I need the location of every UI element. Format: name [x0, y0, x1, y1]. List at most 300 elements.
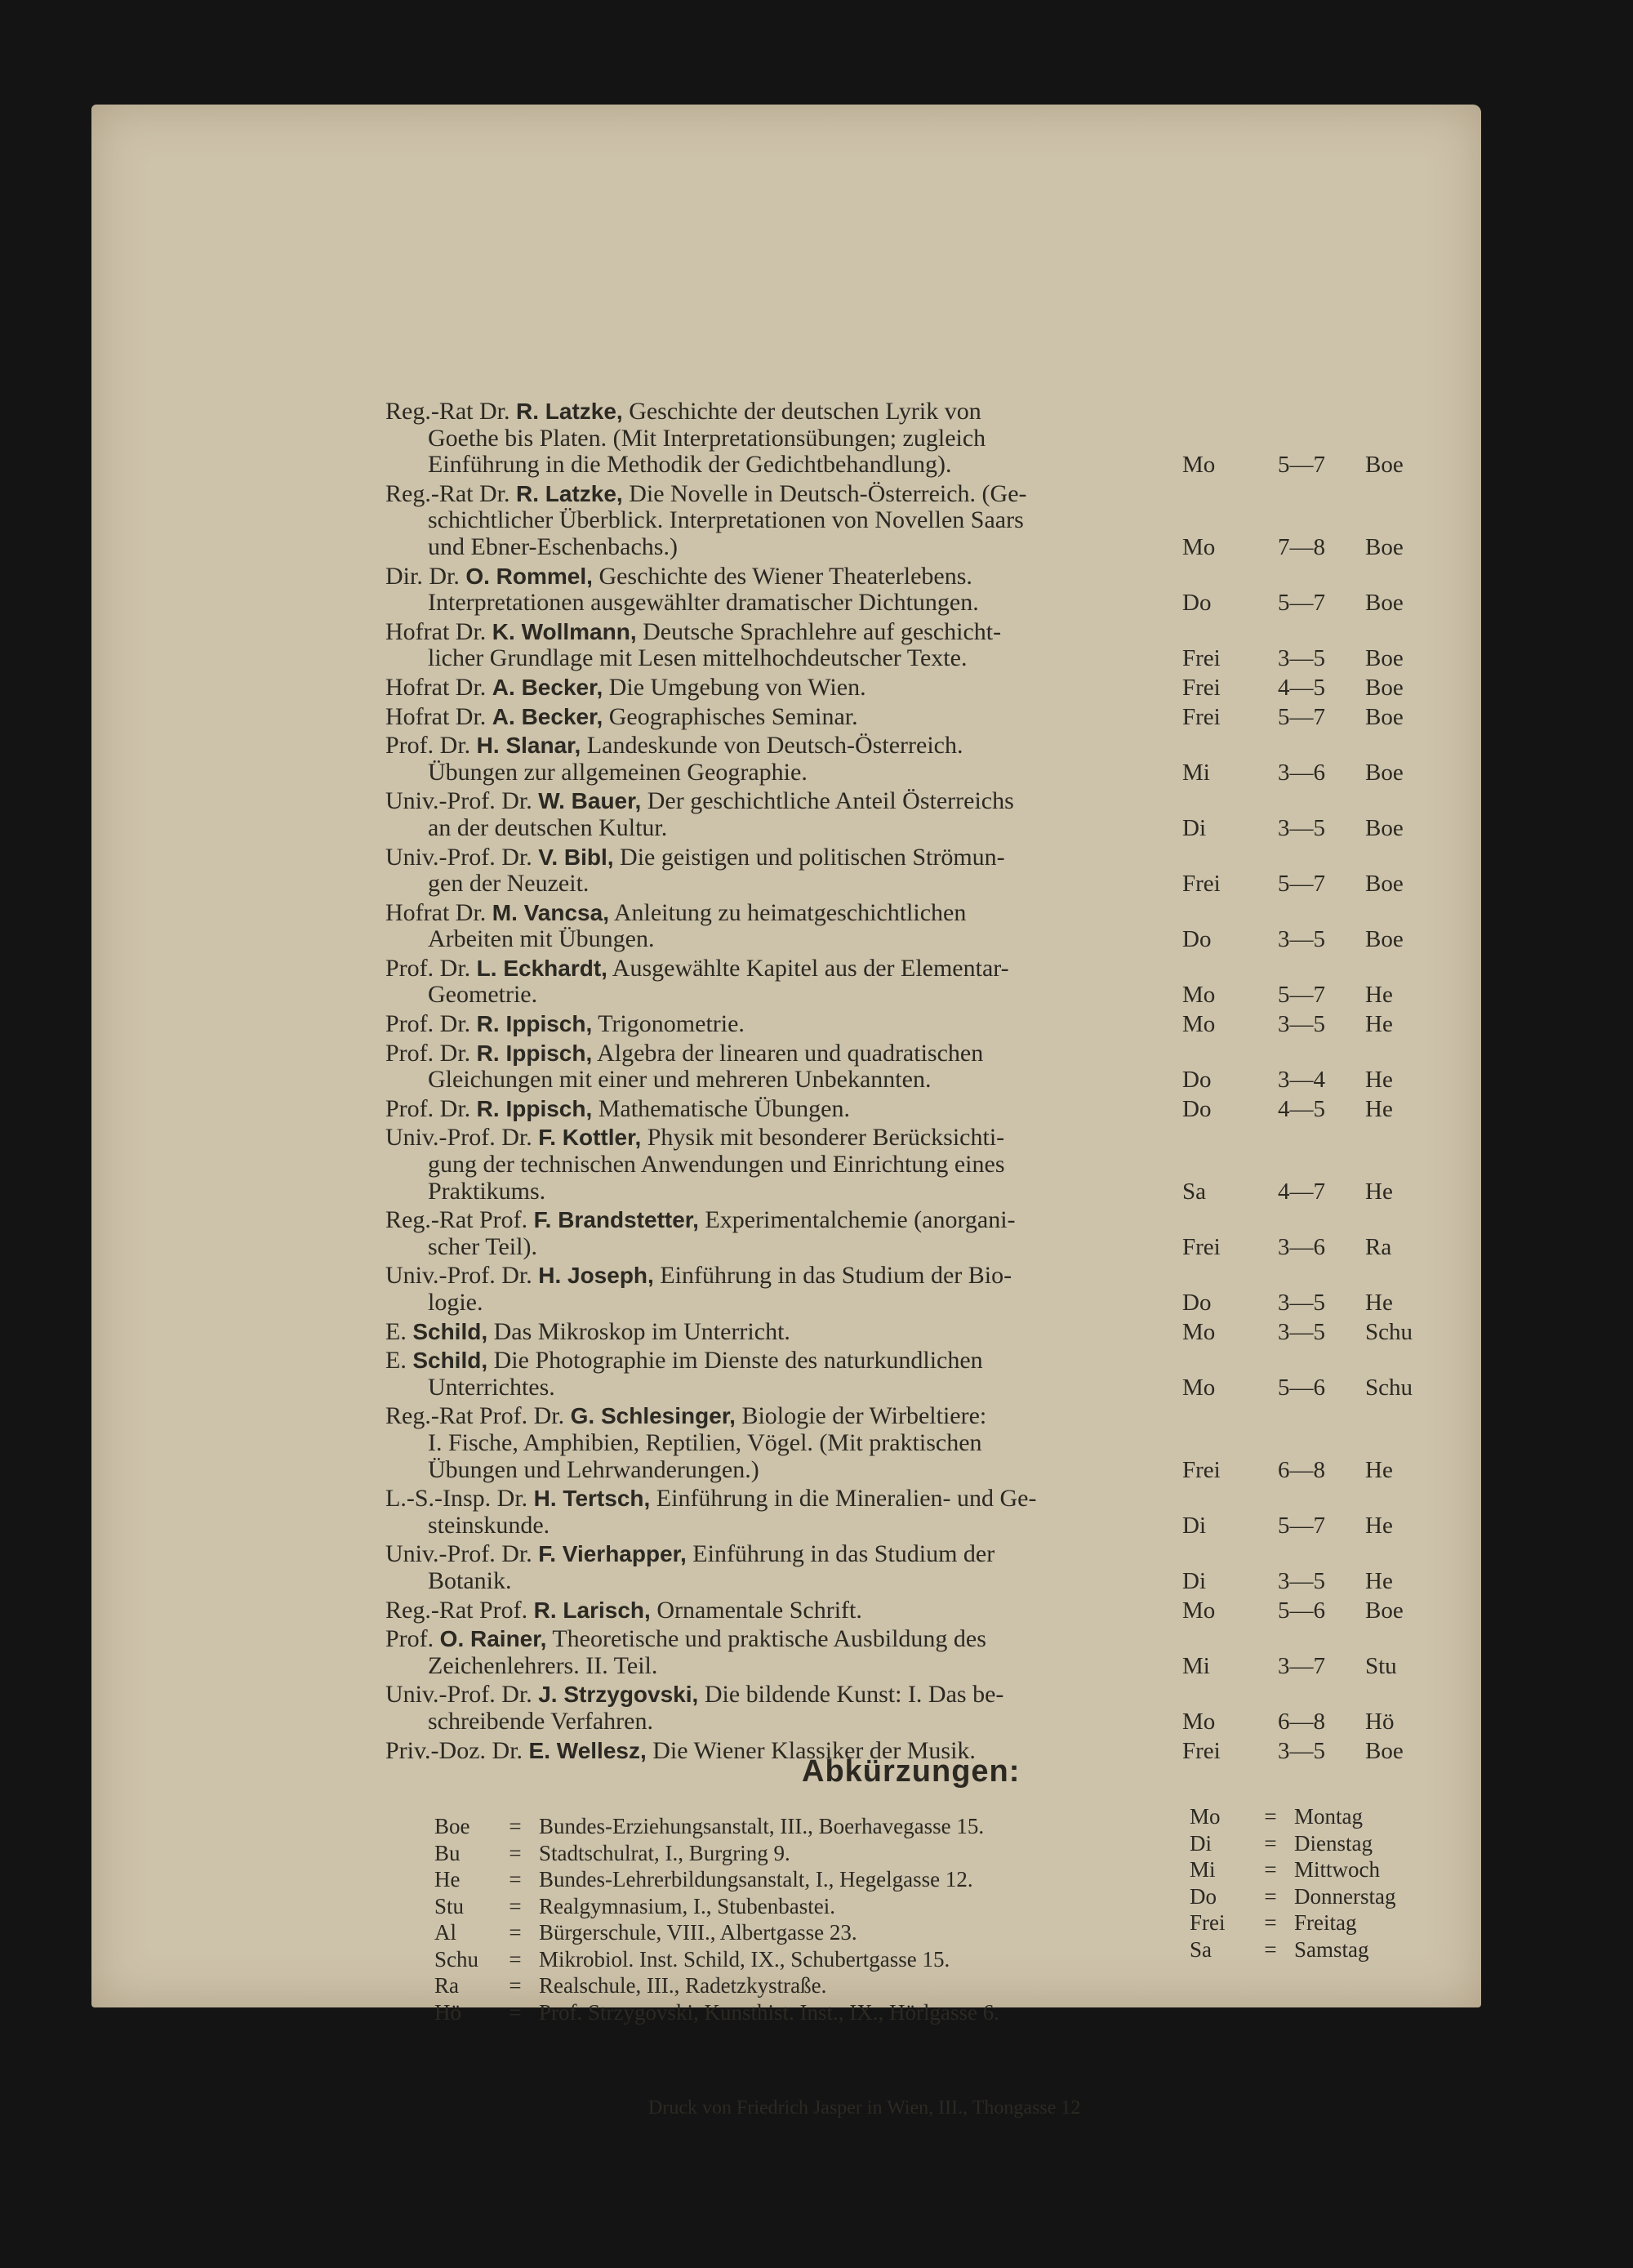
course-day: Do	[1182, 1290, 1212, 1316]
day-abbreviations	[1190, 1803, 1395, 1963]
abbreviation-code: Mo	[1190, 1804, 1221, 1829]
course-text	[385, 956, 1174, 1009]
lecturer-name: J. Strzygovski,	[538, 1682, 699, 1708]
course-title-continued: licher Grundlage mit Lesen mittelhochdeutscher Texte.	[428, 644, 968, 672]
lecturer-name: R. Ippisch,	[476, 1095, 593, 1121]
lecturer-title: Prof. Dr.	[385, 1094, 477, 1122]
course-day: Do	[1182, 1095, 1212, 1122]
lecturer-name: R. Latzke,	[515, 480, 623, 506]
course-text	[385, 619, 1174, 672]
abbreviation-meaning: Prof. Strzygovski, Kunsthist. Inst., IX., Hörlgasse 6.	[539, 1999, 999, 2025]
course-day: Frei	[1182, 645, 1221, 672]
lecturer-title: L.-S.-Insp. Dr.	[385, 1485, 534, 1513]
lecturer-name: R. Latzke,	[515, 399, 623, 424]
course-text	[385, 1348, 1174, 1401]
lecturer-name: A. Becker,	[492, 674, 603, 700]
course-time: 3—6	[1278, 1233, 1325, 1260]
course-entry	[385, 1626, 1447, 1679]
course-entry	[385, 675, 1447, 702]
lecturer-title: Univ.-Prof. Dr.	[385, 843, 539, 871]
course-time: 4—7	[1278, 1178, 1325, 1205]
course-title-continued: gung der technischen Anwendungen und Einrichtung eines	[428, 1151, 1005, 1179]
course-entry	[385, 733, 1447, 786]
lecturer-name: O. Rainer,	[439, 1626, 547, 1652]
course-day: Di	[1182, 1512, 1206, 1539]
course-text	[385, 1319, 1174, 1346]
course-place: Hö	[1365, 1708, 1395, 1735]
lecturer-name: F. Vierhapper,	[538, 1541, 687, 1567]
course-text	[385, 844, 1174, 898]
course-time: 5—7	[1278, 1512, 1325, 1539]
lecturer-name: V. Bibl,	[538, 844, 614, 870]
course-day: Do	[1182, 590, 1212, 617]
lecturer-name: H. Slanar,	[476, 733, 581, 759]
course-time: 3—5	[1278, 1567, 1325, 1594]
course-title: Geographisches Seminar.	[603, 702, 858, 730]
abbreviation-row	[434, 1893, 999, 1920]
abbreviation-row	[1190, 1883, 1395, 1910]
abbreviation-row	[434, 1813, 999, 1840]
course-time: 6—8	[1278, 1456, 1325, 1483]
lecturer-name: L. Eckhardt,	[476, 955, 607, 981]
course-time: 4—5	[1278, 674, 1325, 701]
course-place: He	[1365, 1067, 1393, 1094]
course-schedule	[1174, 1096, 1447, 1123]
course-place: He	[1365, 982, 1393, 1009]
lecturer-name: G. Schlesinger,	[570, 1403, 736, 1429]
course-time: 3—5	[1278, 1737, 1325, 1764]
abbreviation-meaning: Stadtschulrat, I., Burgring 9.	[539, 1840, 790, 1865]
course-place: Boe	[1365, 1597, 1404, 1624]
course-text	[385, 1486, 1174, 1539]
course-day: Mo	[1182, 452, 1216, 479]
abbreviation-row	[1190, 1830, 1395, 1857]
course-day: Frei	[1182, 1737, 1221, 1764]
abbreviation-meaning: Donnerstag	[1294, 1883, 1396, 1909]
course-place: Boe	[1365, 926, 1404, 953]
course-schedule	[1174, 1653, 1447, 1680]
course-schedule	[1174, 1457, 1447, 1484]
course-place: Boe	[1365, 674, 1404, 701]
course-text	[385, 704, 1174, 731]
course-title: Die geistigen und politischen Strömun-	[613, 843, 1005, 871]
course-day: Do	[1182, 1067, 1212, 1094]
lecturer-title: Reg.-Rat Dr.	[385, 398, 516, 425]
abbreviation-meaning: Dienstag	[1294, 1830, 1373, 1856]
course-day: Mi	[1182, 759, 1210, 786]
course-title-continued: steinskunde.	[428, 1511, 550, 1539]
course-title: Physik mit besonderer Berücksichti-	[641, 1124, 1005, 1152]
course-schedule	[1174, 452, 1447, 479]
course-title: Experimentalchemie (anorgani-	[698, 1206, 1016, 1234]
course-title: Einführung in das Studium der	[686, 1540, 995, 1568]
equals-sign: =	[509, 1893, 522, 1918]
course-title: Die Novelle in Deutsch-Österreich. (Ge-	[622, 479, 1027, 507]
abbreviation-row	[434, 1840, 999, 1867]
course-entry	[385, 956, 1447, 1009]
abbreviation-code: Do	[1190, 1883, 1217, 1909]
course-schedule	[1174, 1290, 1447, 1317]
course-schedule	[1174, 675, 1447, 702]
equals-sign: =	[509, 1999, 522, 2025]
course-schedule	[1174, 982, 1447, 1009]
course-schedule	[1174, 1179, 1447, 1205]
course-entry	[385, 1486, 1447, 1539]
abbreviation-row	[434, 1972, 999, 1999]
course-title: Geschichte der deutschen Lyrik von	[622, 398, 981, 425]
abbreviation-code: Ra	[434, 1973, 459, 1998]
course-title-continued: Unterrichtes.	[428, 1373, 555, 1401]
course-schedule	[1174, 1011, 1447, 1038]
course-title-continued: Gleichungen mit einer und mehreren Unbekannten.	[428, 1066, 932, 1094]
equals-sign: =	[1264, 1830, 1277, 1856]
course-entry	[385, 844, 1447, 898]
lecturer-name: Schild,	[412, 1318, 488, 1344]
course-title-continued: I. Fische, Amphibien, Reptilien, Vögel. (Mit praktischen	[428, 1428, 982, 1456]
abbreviation-row	[434, 1866, 999, 1893]
course-entry	[385, 619, 1447, 672]
course-title: Das Mikroskop im Unterricht.	[487, 1317, 790, 1345]
course-title: Die bildende Kunst: I. Das be-	[698, 1681, 1004, 1709]
course-text	[385, 733, 1174, 786]
course-text	[385, 1207, 1174, 1260]
abbreviation-code: Schu	[434, 1946, 478, 1972]
lecturer-name: R. Ippisch,	[476, 1040, 593, 1066]
course-title: Geschichte des Wiener Theaterlebens.	[592, 562, 972, 590]
course-place: Boe	[1365, 452, 1404, 479]
course-time: 7—8	[1278, 533, 1325, 560]
course-text	[385, 788, 1174, 841]
course-entry	[385, 1263, 1447, 1316]
lecturer-name: F. Kottler,	[538, 1125, 642, 1151]
course-title-continued: Einführung in die Methodik der Gedichtbehandlung).	[428, 451, 952, 479]
course-title: Die Photographie im Dienste des naturkundlichen	[487, 1347, 983, 1375]
course-text	[385, 1011, 1174, 1038]
lecturer-title: Priv.-Doz. Dr.	[385, 1736, 529, 1764]
course-text	[385, 1403, 1174, 1483]
lecturer-title: E.	[385, 1317, 413, 1345]
lecturer-title: Reg.-Rat Prof. Dr.	[385, 1402, 571, 1430]
course-schedule	[1174, 1234, 1447, 1261]
course-title-continued: schreibende Verfahren.	[428, 1707, 653, 1735]
abbreviation-code: Boe	[434, 1814, 470, 1838]
course-place: Boe	[1365, 871, 1404, 898]
course-entry	[385, 1125, 1447, 1205]
course-place: He	[1365, 1095, 1393, 1122]
lecturer-name: H. Tertsch,	[533, 1486, 651, 1512]
abbreviation-row	[1190, 1856, 1395, 1883]
course-title-continued: und Ebner-Eschenbachs.)	[428, 532, 678, 560]
course-day: Frei	[1182, 871, 1221, 898]
course-title-continued: Übungen und Lehrwanderungen.)	[428, 1455, 759, 1483]
course-schedule	[1174, 1738, 1447, 1765]
course-place: Schu	[1365, 1374, 1413, 1401]
course-time: 5—7	[1278, 452, 1325, 479]
course-entry	[385, 1348, 1447, 1401]
lecturer-title: Univ.-Prof. Dr.	[385, 1540, 539, 1568]
course-title: Trigonometrie.	[592, 1010, 745, 1038]
course-text	[385, 1626, 1174, 1679]
equals-sign: =	[1264, 1857, 1277, 1882]
course-time: 5—7	[1278, 703, 1325, 730]
course-place: Boe	[1365, 590, 1404, 617]
course-day: Frei	[1182, 703, 1221, 730]
abbreviation-row	[434, 1999, 999, 2026]
course-place: He	[1365, 1512, 1393, 1539]
course-schedule	[1174, 1067, 1447, 1094]
lecturer-name: O. Rommel,	[465, 563, 593, 589]
abbreviation-row	[1190, 1936, 1395, 1963]
course-title: Ausgewählte Kapitel aus der Elementar-	[607, 954, 1009, 982]
course-title-continued: Geometrie.	[428, 981, 538, 1009]
course-title: Theoretische und praktische Ausbildung des	[546, 1625, 986, 1653]
lecturer-title: Univ.-Prof. Dr.	[385, 787, 539, 815]
course-time: 3—5	[1278, 814, 1325, 841]
course-text	[385, 1597, 1174, 1624]
course-schedule	[1174, 926, 1447, 953]
course-title: Deutsche Sprachlehre auf geschicht-	[636, 617, 1002, 645]
abbreviation-meaning: Realgymnasium, I., Stubenbastei.	[539, 1893, 835, 1918]
lecturer-title: Hofrat Dr.	[385, 617, 492, 645]
course-title-continued: Goethe bis Platen. (Mit Interpretationsübungen; zugleich	[428, 424, 986, 452]
course-day: Do	[1182, 926, 1212, 953]
course-entry	[385, 704, 1447, 731]
course-place: He	[1365, 1567, 1393, 1594]
course-title-continued: Praktikums.	[428, 1177, 546, 1205]
abbreviation-row	[434, 1946, 999, 1973]
course-time: 3—5	[1278, 1011, 1325, 1038]
lecturer-title: Univ.-Prof. Dr.	[385, 1262, 539, 1290]
course-time: 5—7	[1278, 982, 1325, 1009]
course-time: 3—5	[1278, 926, 1325, 953]
course-place: Boe	[1365, 533, 1404, 560]
course-time: 3—5	[1278, 1318, 1325, 1345]
abbreviation-code: Di	[1190, 1830, 1212, 1856]
course-day: Di	[1182, 814, 1206, 841]
abbreviation-meaning: Mikrobiol. Inst. Schild, IX., Schubertgasse 15.	[539, 1946, 950, 1972]
abbreviation-code: Bu	[434, 1840, 461, 1865]
course-place: Boe	[1365, 759, 1404, 786]
course-schedule	[1174, 1513, 1447, 1539]
course-entry	[385, 481, 1447, 561]
course-text	[385, 900, 1174, 953]
course-entry	[385, 788, 1447, 841]
course-place: He	[1365, 1178, 1393, 1205]
course-title-continued: Übungen zur allgemeinen Geographie.	[428, 758, 808, 786]
abbreviation-row	[434, 1919, 999, 1946]
course-list	[385, 399, 1447, 1767]
course-entry	[385, 1541, 1447, 1594]
lecturer-name: F. Brandstetter,	[533, 1207, 699, 1233]
abbreviation-row	[1190, 1803, 1395, 1830]
lecturer-name: R. Ippisch,	[476, 1011, 593, 1037]
lecturer-title: Reg.-Rat Dr.	[385, 479, 516, 507]
course-schedule	[1174, 1319, 1447, 1346]
course-title: Der geschichtliche Anteil Österreichs	[641, 787, 1014, 815]
lecturer-title: Dir. Dr.	[385, 562, 466, 590]
course-title: Einführung in das Studium der Bio-	[653, 1262, 1012, 1290]
lecturer-title: Prof. Dr.	[385, 1039, 477, 1067]
course-place: Boe	[1365, 1737, 1404, 1764]
course-entry	[385, 399, 1447, 479]
course-time: 5—7	[1278, 590, 1325, 617]
course-schedule	[1174, 645, 1447, 672]
course-entry	[385, 1682, 1447, 1735]
equals-sign: =	[1264, 1910, 1277, 1935]
course-time: 3—6	[1278, 759, 1325, 786]
course-schedule	[1174, 1375, 1447, 1401]
course-entry	[385, 564, 1447, 617]
course-time: 6—8	[1278, 1708, 1325, 1735]
course-day: Mo	[1182, 533, 1216, 560]
abbreviation-code: Sa	[1190, 1936, 1212, 1962]
course-schedule	[1174, 871, 1447, 898]
course-day: Mo	[1182, 1597, 1216, 1624]
course-title-continued: Interpretationen ausgewählter dramatischer Dichtungen.	[428, 589, 979, 617]
course-schedule	[1174, 590, 1447, 617]
course-title: Einführung in die Mineralien- und Ge-	[650, 1485, 1037, 1513]
lecturer-title: Hofrat Dr.	[385, 673, 492, 701]
course-title-continued: gen der Neuzeit.	[428, 870, 590, 898]
abbreviation-meaning: Realschule, III., Radetzkystraße.	[539, 1973, 827, 1998]
lecturer-title: Univ.-Prof. Dr.	[385, 1681, 539, 1709]
course-time: 4—5	[1278, 1095, 1325, 1122]
course-text	[385, 1096, 1174, 1123]
course-text	[385, 564, 1174, 617]
abbreviation-code: Frei	[1190, 1910, 1226, 1935]
abbreviation-meaning: Bundes-Lehrerbildungsanstalt, I., Hegelgasse 12.	[539, 1867, 973, 1891]
course-schedule	[1174, 534, 1447, 561]
course-title: Die Umgebung von Wien.	[603, 673, 866, 701]
course-title-continued: logie.	[428, 1289, 483, 1316]
course-title: Landeskunde von Deutsch-Österreich.	[581, 732, 963, 760]
course-text	[385, 1263, 1174, 1316]
lecturer-name: R. Larisch,	[533, 1597, 651, 1623]
course-title: Die Wiener Klassiker der Musik.	[646, 1736, 976, 1764]
lecturer-title: Reg.-Rat Prof.	[385, 1596, 534, 1624]
course-day: Di	[1182, 1567, 1206, 1594]
equals-sign: =	[509, 1946, 522, 1972]
abbreviation-meaning: Freitag	[1294, 1910, 1357, 1935]
course-time: 5—7	[1278, 871, 1325, 898]
course-schedule	[1174, 1568, 1447, 1595]
equals-sign: =	[1264, 1883, 1277, 1909]
course-entry	[385, 900, 1447, 953]
equals-sign: =	[509, 1920, 522, 1945]
course-day: Mo	[1182, 1318, 1216, 1345]
lecturer-title: Prof. Dr.	[385, 1010, 477, 1038]
course-entry	[385, 1319, 1447, 1346]
equals-sign: =	[1264, 1936, 1277, 1962]
course-day: Mo	[1182, 1374, 1216, 1401]
course-schedule	[1174, 1597, 1447, 1624]
equals-sign: =	[1264, 1804, 1277, 1829]
equals-sign: =	[509, 1814, 522, 1838]
course-place: Stu	[1365, 1652, 1397, 1679]
lecturer-name: A. Becker,	[492, 703, 603, 729]
abbreviation-meaning: Bürgerschule, VIII., Albertgasse 23.	[539, 1920, 857, 1945]
course-day: Mo	[1182, 982, 1216, 1009]
course-day: Mo	[1182, 1708, 1216, 1735]
course-entry	[385, 1597, 1447, 1624]
course-text	[385, 399, 1174, 479]
lecturer-title: Prof. Dr.	[385, 732, 477, 760]
course-title-continued: Zeichenlehrers. II. Teil.	[428, 1651, 658, 1679]
document-page	[91, 105, 1481, 2119]
course-day: Frei	[1182, 1456, 1221, 1483]
course-text	[385, 1125, 1174, 1205]
equals-sign: =	[509, 1867, 522, 1891]
course-place: He	[1365, 1456, 1393, 1483]
lecturer-name: E. Wellesz,	[528, 1737, 647, 1763]
printer-imprint: Druck von Friedrich Jasper in Wien, III., Thongasse 12	[648, 2097, 1081, 2119]
lecturer-title: E.	[385, 1347, 413, 1375]
abbreviation-code: Hö	[434, 1999, 461, 2025]
course-title: Biologie der Wirbeltiere:	[735, 1402, 987, 1430]
course-text	[385, 1541, 1174, 1594]
course-time: 5—6	[1278, 1374, 1325, 1401]
course-title: Mathematische Übungen.	[592, 1094, 850, 1122]
course-title-continued: Arbeiten mit Übungen.	[428, 925, 655, 953]
course-time: 3—7	[1278, 1652, 1325, 1679]
course-title-continued: scher Teil).	[428, 1232, 537, 1260]
course-text	[385, 1040, 1174, 1094]
lecturer-title: Prof. Dr.	[385, 954, 477, 982]
lecturer-name: K. Wollmann,	[492, 618, 637, 644]
course-text	[385, 675, 1174, 702]
course-day: Frei	[1182, 1233, 1221, 1260]
course-title-continued: schichtlicher Überblick. Interpretationen von Novellen Saars	[428, 506, 1024, 534]
course-entry	[385, 1040, 1447, 1094]
course-day: Frei	[1182, 674, 1221, 701]
course-text	[385, 1682, 1174, 1735]
lecturer-title: Prof.	[385, 1625, 440, 1653]
abbreviation-code: Al	[434, 1920, 456, 1945]
abbreviations-title: Abkürzungen:	[802, 1754, 1021, 1789]
equals-sign: =	[509, 1840, 522, 1865]
lecturer-title: Hofrat Dr.	[385, 702, 492, 730]
course-place: He	[1365, 1011, 1393, 1038]
course-schedule	[1174, 815, 1447, 842]
abbreviation-row	[1190, 1909, 1395, 1936]
lecturer-title: Univ.-Prof. Dr.	[385, 1124, 539, 1152]
abbreviation-code: He	[434, 1867, 461, 1891]
course-entry	[385, 1011, 1447, 1038]
abbreviation-meaning: Samstag	[1294, 1936, 1369, 1962]
course-time: 3—5	[1278, 1290, 1325, 1316]
course-entry	[385, 1096, 1447, 1123]
lecturer-name: M. Vancsa,	[492, 899, 609, 925]
course-place: Boe	[1365, 703, 1404, 730]
course-title: Ornamentale Schrift.	[650, 1596, 862, 1624]
course-schedule	[1174, 1709, 1447, 1736]
course-place: He	[1365, 1290, 1393, 1316]
course-time: 3—4	[1278, 1067, 1325, 1094]
equals-sign: =	[509, 1973, 522, 1998]
course-text	[385, 1738, 1174, 1765]
lecturer-name: W. Bauer,	[538, 788, 642, 814]
course-place: Ra	[1365, 1233, 1392, 1260]
place-abbreviations	[434, 1813, 999, 2025]
course-title-continued: Botanik.	[428, 1566, 512, 1594]
course-title: Anleitung zu heimatgeschichtlichen	[608, 898, 967, 926]
course-title-continued: an der deutschen Kultur.	[428, 813, 668, 841]
course-entry	[385, 1207, 1447, 1260]
lecturer-name: Schild,	[412, 1348, 488, 1374]
abbreviation-meaning: Mittwoch	[1294, 1857, 1380, 1882]
course-day: Mi	[1182, 1652, 1210, 1679]
course-place: Schu	[1365, 1318, 1413, 1345]
